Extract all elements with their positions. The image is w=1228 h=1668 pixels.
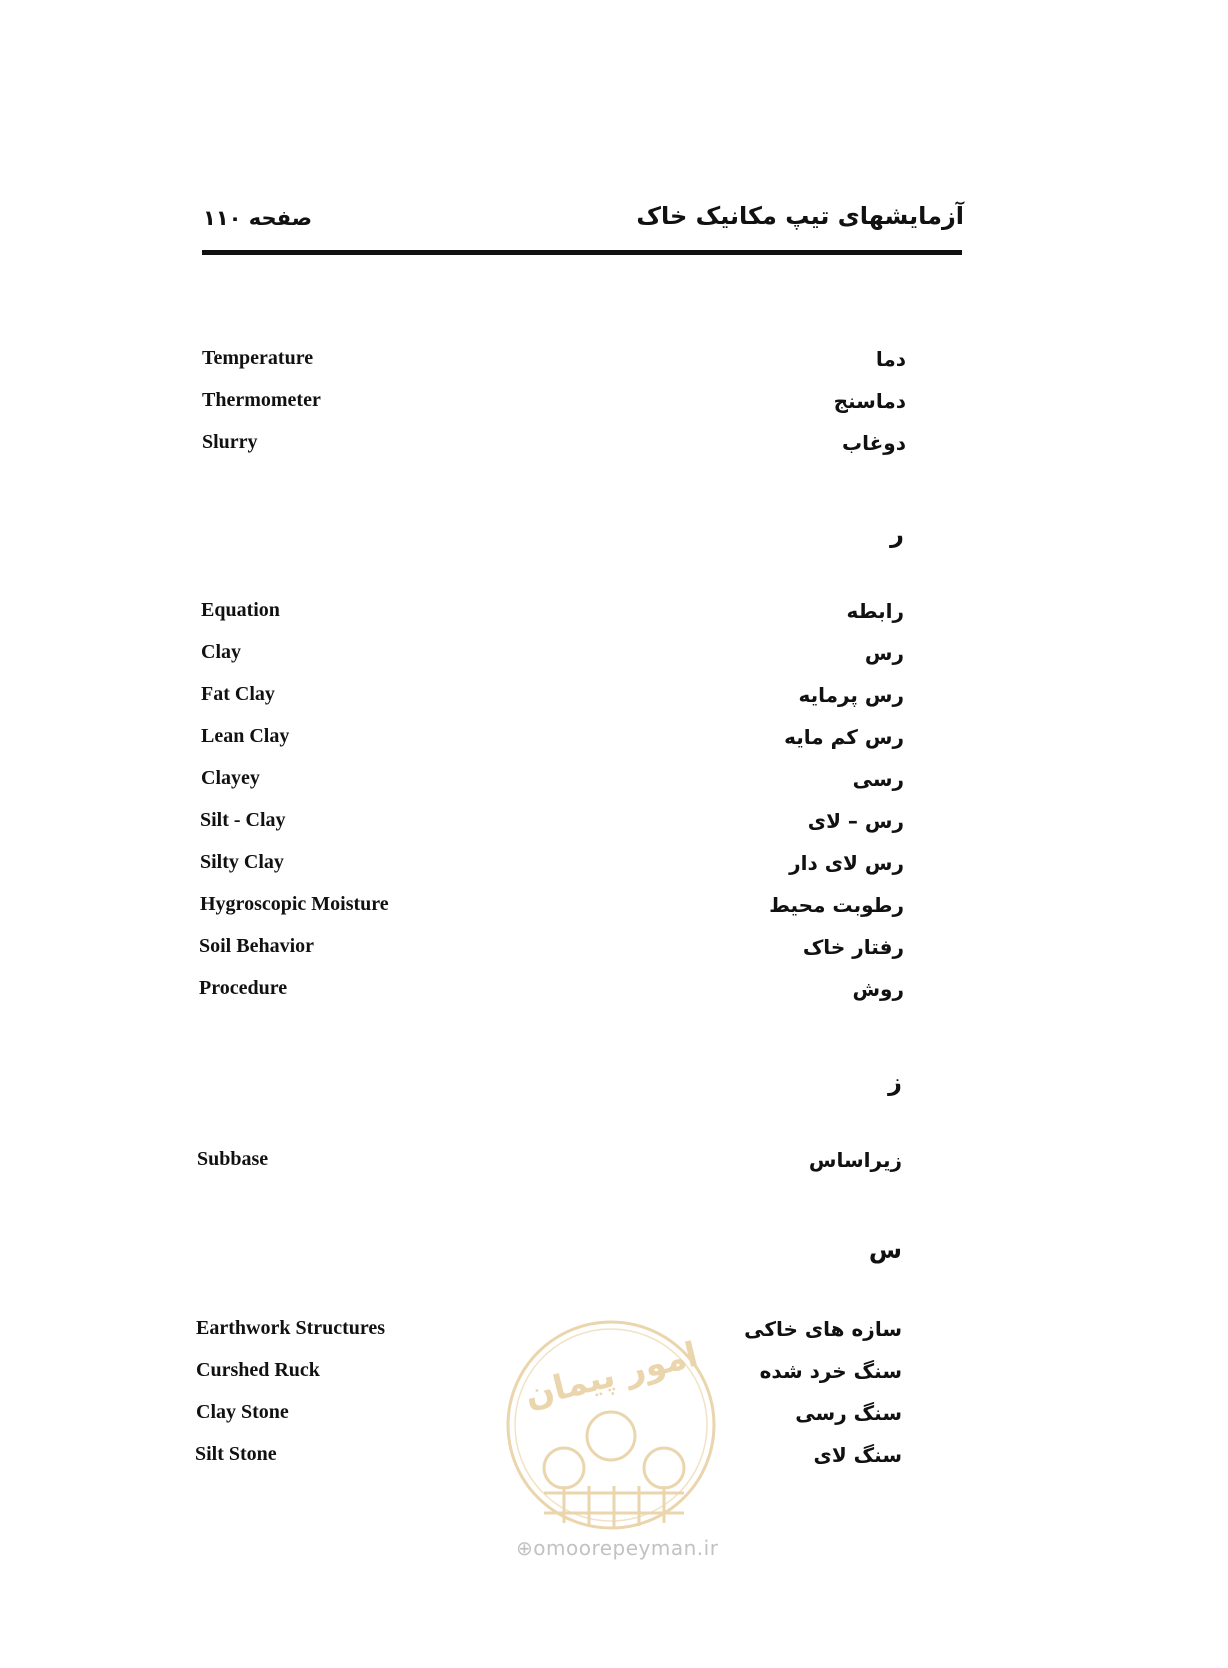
term-en: Silt Stone — [195, 1443, 277, 1465]
term-fa: رابطه — [846, 599, 904, 623]
term-en: Equation — [201, 599, 280, 621]
term-fa: رطوبت محیط — [769, 893, 904, 917]
term-en: Silty Clay — [200, 851, 284, 873]
term-en: Lean Clay — [201, 725, 290, 747]
svg-text:امور پیمان: امور پیمان — [520, 1334, 702, 1417]
term-fa: دماسنج — [833, 389, 906, 413]
watermark-seal-logo — [504, 1318, 718, 1532]
term-fa: رسی — [852, 767, 904, 791]
term-en: Slurry — [202, 431, 258, 453]
term-fa: دوغاب — [842, 431, 906, 455]
section-letter: ر — [890, 520, 904, 548]
term-fa: سنگ رسی — [795, 1401, 902, 1425]
term-fa: زیراساس — [808, 1148, 902, 1172]
term-en: Curshed Ruck — [196, 1359, 320, 1381]
term-fa: سنگ خرد شده — [759, 1359, 902, 1383]
term-en: Temperature — [202, 347, 314, 369]
term-en: Silt - Clay — [200, 809, 286, 831]
term-fa: رس — [864, 641, 904, 665]
term-fa: سازه های خاکی — [744, 1317, 902, 1341]
term-en: Procedure — [199, 977, 288, 999]
term-en: Clay — [201, 641, 241, 663]
term-en: Earthwork Structures — [196, 1317, 386, 1339]
term-en: Clayey — [201, 767, 260, 789]
term-en: Clay Stone — [196, 1401, 289, 1423]
term-en: Soil Behavior — [199, 935, 315, 957]
term-fa: سنگ لای — [813, 1443, 902, 1467]
watermark-url: ⊕omoorepeyman.ir — [516, 1536, 719, 1560]
header-divider — [202, 250, 962, 255]
globe-icon: ⊕ — [516, 1536, 534, 1560]
page-number: صفحه ۱۱۰ — [203, 206, 313, 230]
term-fa: رفتار خاک — [802, 935, 904, 959]
section-letter: س — [868, 1236, 902, 1264]
term-fa: دما — [875, 347, 906, 371]
section-letter: ز — [888, 1068, 902, 1096]
term-fa: رس لای دار — [789, 851, 904, 875]
term-en: Subbase — [197, 1148, 269, 1170]
book-title: آزمایشهای تیپ مکانیک خاک — [636, 202, 964, 230]
term-fa: رس پرمایه — [798, 683, 904, 707]
term-fa: رس کم مایه — [784, 725, 904, 749]
term-fa: روش — [852, 977, 904, 1001]
term-en: Hygroscopic Moisture — [200, 893, 389, 915]
term-en: Thermometer — [202, 389, 321, 411]
term-en: Fat Clay — [201, 683, 275, 705]
term-fa: رس – لای — [807, 809, 904, 833]
